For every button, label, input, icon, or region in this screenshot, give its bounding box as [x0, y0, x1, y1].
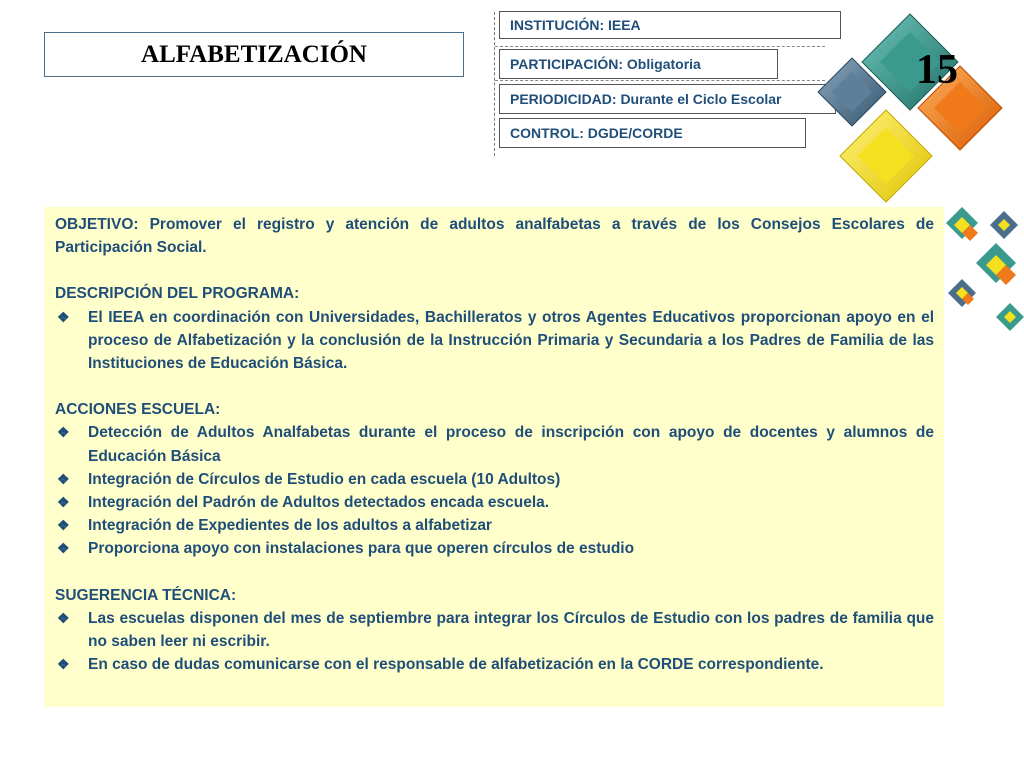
gem-cluster-decoration: [800, 10, 1024, 210]
diamond-bullet-icon: ❖: [57, 308, 70, 325]
small-gem: [976, 243, 1016, 285]
page-number: 15: [916, 47, 958, 93]
diamond-bullet-icon: ❖: [57, 540, 70, 557]
sugerencia-list: [55, 607, 934, 677]
list-item-text: Integración del Padrón de Adultos detectados encada escuela.: [88, 494, 550, 512]
info-control: [499, 118, 806, 148]
list-item-text: Detección de Adultos Analfabetas durante el proceso de inscripción con apoyo de docentes y alumnos de Educación Básica: [88, 424, 934, 465]
page-title: ALFABETIZACIÓN: [141, 40, 367, 68]
diamond-bullet-icon: ❖: [57, 517, 70, 534]
info-institucion-text: INSTITUCIÓN: IEEA: [510, 17, 641, 33]
info-institucion: [499, 11, 841, 39]
acciones-list: [55, 421, 934, 560]
title-box: [44, 32, 464, 77]
info-participacion-text: PARTICIPACIÓN: Obligatoria: [510, 56, 701, 72]
list-item: [55, 491, 934, 514]
list-item: [55, 537, 934, 560]
info-periodicidad: [499, 84, 836, 114]
list-item-text: El IEEA en coordinación con Universidades, Bachilleratos y otros Agentes Educativos proporcionan apoyo en el proceso de Alfabetización y la conclusión de la Instrucción Primaria y Secundaria a los Padres de Familia de las Instituciones de Educación Básica.: [88, 308, 934, 373]
descripcion-list: [55, 306, 934, 376]
diamond-bullet-icon: ❖: [57, 656, 70, 673]
diamond-bullet-icon: ❖: [57, 609, 70, 626]
list-item: [55, 653, 934, 676]
list-item: [55, 421, 934, 467]
divider: [495, 46, 825, 47]
divider: [495, 80, 825, 81]
small-gem: [946, 207, 978, 241]
list-item-text: Las escuelas disponen del mes de septiembre para integrar los Círculos de Estudio con los padres de familia que no saben leer ni escribir.: [88, 609, 934, 651]
diamond-bullet-icon: ❖: [57, 424, 70, 441]
objetivo-text: OBJETIVO: Promover el registro y atención de adultos analfabetas a través de los Consejos Escolares de Participación Social.: [55, 216, 934, 257]
list-item-text: Proporciona apoyo con instalaciones para que operen círculos de estudio: [88, 540, 635, 558]
content-panel: [44, 207, 944, 707]
info-periodicidad-text: PERIODICIDAD: Durante el Ciclo Escolar: [510, 91, 782, 107]
diamond-bullet-icon: ❖: [57, 494, 70, 511]
small-gem: [990, 211, 1018, 239]
small-gems-decoration: [944, 205, 1024, 335]
info-participacion: [499, 49, 778, 79]
list-item: [55, 607, 934, 653]
list-item: [55, 514, 934, 537]
info-control-text: CONTROL: DGDE/CORDE: [510, 125, 683, 141]
list-item-text: En caso de dudas comunicarse con el responsable de alfabetización en la CORDE correspondiente.: [88, 656, 824, 674]
descripcion-heading: DESCRIPCIÓN DEL PROGRAMA:: [55, 285, 300, 303]
small-gem: [996, 303, 1024, 331]
acciones-heading: ACCIONES ESCUELA:: [55, 401, 221, 419]
sugerencia-heading: SUGERENCIA TÉCNICA:: [55, 586, 237, 604]
list-item: [55, 306, 934, 376]
list-item-text: Integración de Círculos de Estudio en cada escuela (10 Adultos): [88, 470, 561, 488]
small-gem: [948, 279, 976, 307]
list-item: [55, 468, 934, 491]
list-item-text: Integración de Expedientes de los adultos a alfabetizar: [88, 517, 492, 535]
diamond-bullet-icon: ❖: [57, 470, 70, 487]
